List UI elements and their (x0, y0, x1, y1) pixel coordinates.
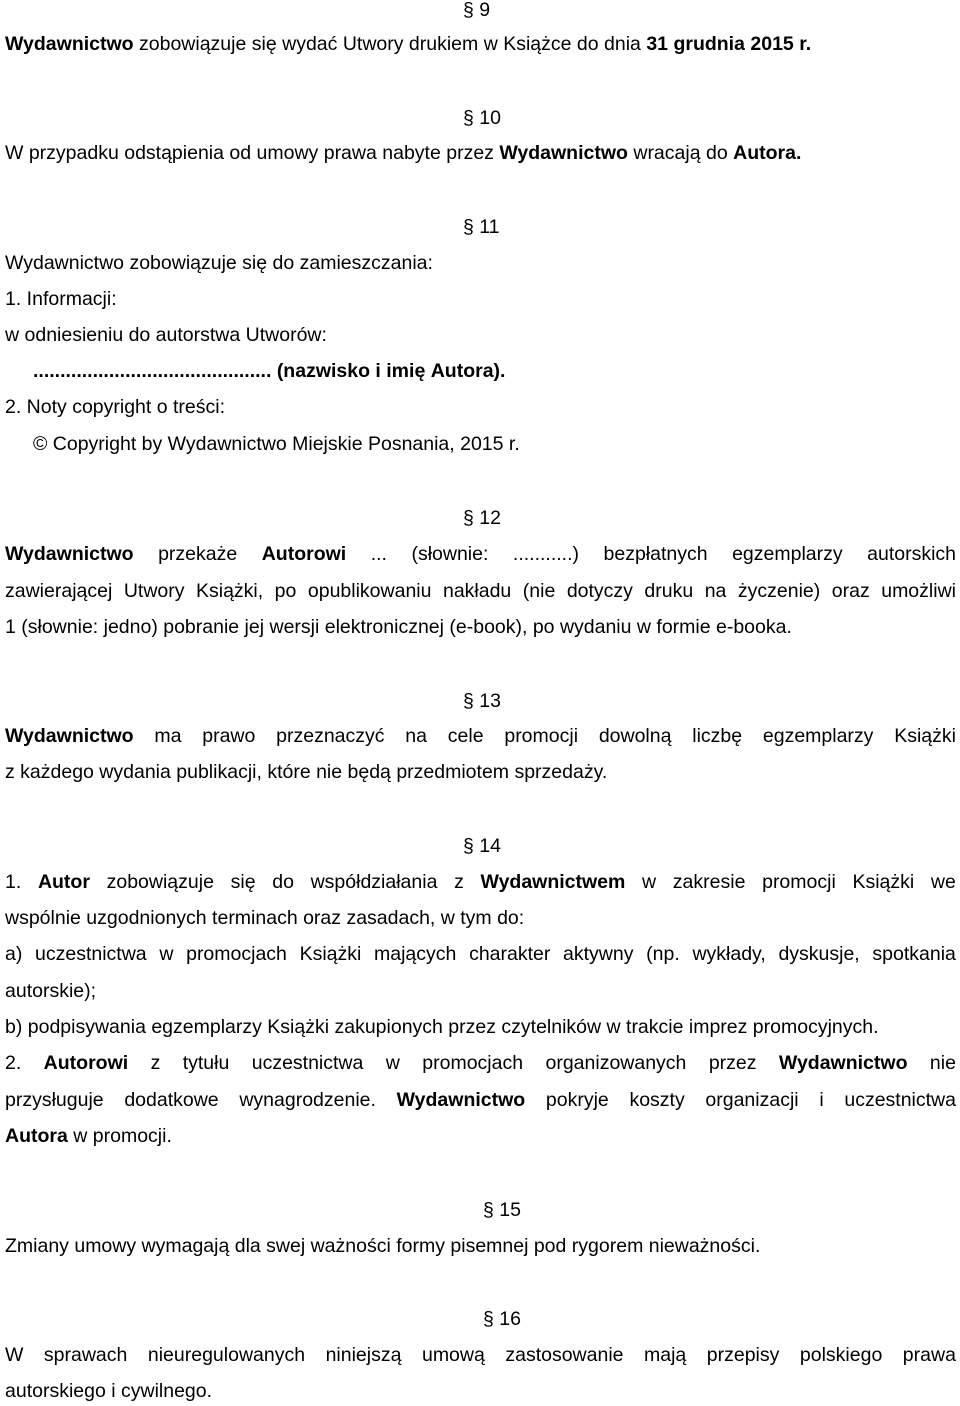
section-14-line-2: wspólnie uzgodnionych terminach oraz zasadach, w tym do: (5, 907, 525, 929)
section-12-line-1: Wydawnictwo przekaże Autorowi ... (słownie: ...........) bezpłatnych egzemplarzy autorskich (5, 543, 956, 565)
section-14-line-5: b) podpisywania egzemplarzy Książki zakupionych przez czytelników w trakcie imprez promocyjnych. (5, 1016, 879, 1038)
section-heading-11: § 11 (463, 216, 500, 238)
section-heading-10: § 10 (463, 107, 501, 129)
section-11-line-5: 2. Noty copyright o treści: (5, 396, 226, 418)
section-13-line-1: Wydawnictwo ma prawo przeznaczyć na cele promocji dowolną liczbę egzemplarzy Książki (5, 725, 956, 747)
section-14-line-3: a) uczestnictwa w promocjach Książki mających charakter aktywny (np. wykłady, dyskusje, spotkania (5, 943, 956, 965)
section-12-line-3: 1 (słownie: jedno) pobranie jej wersji elektronicznej (e-book), po wydaniu w formie e-booka. (5, 616, 792, 638)
section-10-line-1: W przypadku odstąpienia od umowy prawa nabyte przez Wydawnictwo wracają do Autora. (5, 142, 802, 164)
section-11-line-1: Wydawnictwo zobowiązuje się do zamieszczania: (5, 252, 433, 274)
section-15-line-1: Zmiany umowy wymagają dla swej ważności formy pisemnej pod rygorem nieważności. (5, 1235, 761, 1257)
section-heading-14: § 14 (463, 835, 501, 857)
section-11-line-2: 1. Informacji: (5, 288, 117, 310)
section-heading-9: § 9 (463, 0, 491, 21)
section-heading-15: § 15 (483, 1199, 521, 1221)
section-heading-13: § 13 (463, 690, 501, 712)
section-heading-12: § 12 (463, 507, 501, 529)
section-14-line-1: 1. Autor zobowiązuje się do współdziałania z Wydawnictwem w zakresie promocji Książki we (5, 871, 956, 893)
section-11-line-4: ............................................ (nazwisko i imię Autora). (33, 360, 506, 382)
section-11-line-6: © Copyright by Wydawnictwo Miejskie Posnania, 2015 r. (33, 433, 520, 455)
section-14-line-6: 2. Autorowi z tytułu uczestnictwa w promocjach organizowanych przez Wydawnictwo nie (5, 1052, 956, 1074)
section-9-line-1: Wydawnictwo zobowiązuje się wydać Utwory drukiem w Książce do dnia 31 grudnia 2015 r. (5, 33, 812, 55)
section-13-line-2: z każdego wydania publikacji, które nie będą przedmiotem sprzedaży. (5, 761, 608, 783)
section-14-line-7: przysługuje dodatkowe wynagrodzenie. Wydawnictwo pokryje koszty organizacji i uczestnictwa (5, 1089, 956, 1111)
section-12-line-2: zawierającej Utwory Książki, po opublikowaniu nakładu (nie dotyczy druku na życzenie) oraz umożliwi (5, 580, 956, 602)
section-11-line-3: w odniesieniu do autorstwa Utworów: (5, 324, 327, 346)
section-16-line-2: autorskiego i cywilnego. (5, 1380, 213, 1402)
section-14-line-4: autorskie); (5, 980, 97, 1002)
section-heading-16: § 16 (483, 1308, 521, 1330)
section-14-line-8: Autora w promocji. (5, 1125, 172, 1147)
section-16-line-1: W sprawach nieuregulowanych niniejszą umową zastosowanie mają przepisy polskiego prawa (5, 1344, 956, 1366)
